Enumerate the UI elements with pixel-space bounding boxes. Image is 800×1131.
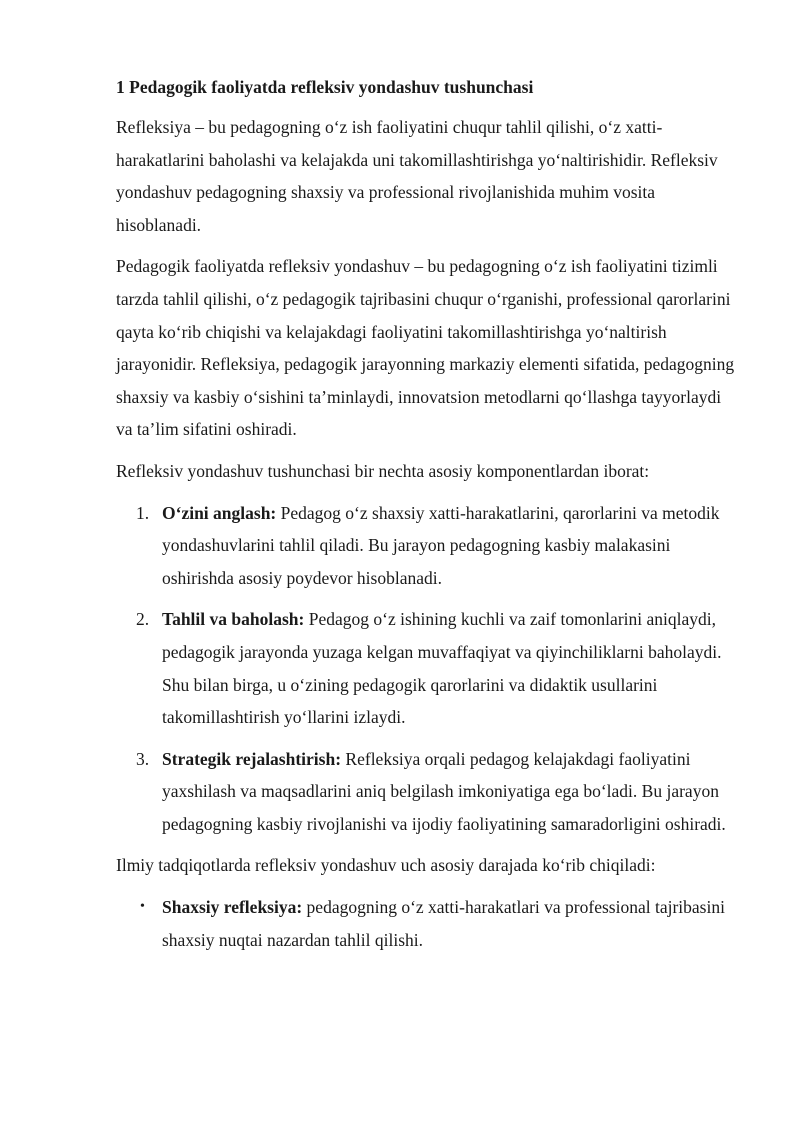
- list-item: [116, 743, 736, 841]
- list-item: [116, 603, 736, 733]
- paragraph-reflexive-approach: Pedagogik faoliyatda refleksiv yondashuv – bu pedagogning o‘z ish faoliyatini tizimli tarzda tahlil qilishi, o‘z pedagogik tajribasini chuqur o‘rganishi, professional qarorlarini qayta ko‘rib chiqishi va kelajakdagi faoliyatini takomillashtirishga yo‘naltirish jarayonidir. Refleksiya, pedagogik jarayonning markaziy elementi sifatida, pedagogning shaxsiy va kasbiy o‘sishini ta’minlaydi, innovatsion metodlarni qo‘llashga tayyorlaydi va ta’lim sifatini oshiradi.: [116, 256, 735, 440]
- paragraph-components-intro: Refleksiv yondashuv tushunchasi bir nechta asosiy komponentlardan iborat:: [116, 460, 650, 481]
- list-item-term: O‘zini anglash:: [162, 502, 277, 523]
- list-item-text: Pedagog o‘z ishining kuchli va zaif tomonlarini aniqlaydi, pedagogik jarayonda yuzaga kelgan muvaffaqiyat va qiyinchiliklarni baholaydi. Shu bilan birga, u o‘zining pedagogik qarorlarini va didaktik usullarini takomillashtirish yo‘llarini izlaydi.: [162, 609, 722, 728]
- list-number: 2.: [136, 609, 150, 630]
- list-item-text: Pedagog o‘z shaxsiy xatti-harakatlarini, qarorlarini va metodik yondashuvlarini tahlil qiladi. Bu jarayon pedagogning kasbiy malakasini oshirishda asosiy poydevor hisoblanadi.: [162, 502, 720, 588]
- paragraph-definition: Refleksiya – bu pedagogning o‘z ish faoliyatini chuqur tahlil qilishi, o‘z xatti-harakatlarini baholashi va kelajakda uni takomillashtirishga yo‘naltirishidir. Refleksiv yondashuv pedagogning shaxsiy va professional rivojlanishida muhim vosita hisoblanadi.: [116, 117, 718, 235]
- list-item-term: Tahlil va baholash:: [162, 609, 305, 630]
- list-number: 1.: [136, 502, 150, 523]
- components-list: [116, 497, 736, 841]
- list-item-text: Refleksiya orqali pedagog kelajakdagi faoliyatini yaxshilash va maqsadlarini aniq belgilash imkoniyatiga ega bo‘ladi. Bu jarayon pedagogning kasbiy rivojlanishi va ijodiy faoliyatining samaradorligini oshiradi.: [162, 748, 726, 834]
- list-item-term: Strategik rejalashtirish:: [162, 748, 342, 769]
- paragraph-levels-intro: Ilmiy tadqiqotlarda refleksiv yondashuv uch asosiy darajada ko‘rib chiqiladi:: [116, 855, 656, 876]
- list-number: 3.: [136, 748, 150, 769]
- section-heading: 1 Pedagogik faoliyatda refleksiv yondashuv tushunchasi: [116, 77, 534, 97]
- list-item-term: Shaxsiy refleksiya:: [162, 897, 303, 918]
- levels-list: [116, 891, 736, 956]
- document-page: [116, 74, 736, 965]
- list-item: [116, 891, 736, 956]
- list-item-text: pedagogning o‘z xatti-harakatlari va professional tajribasini shaxsiy nuqtai nazardan tahlil qilishi.: [162, 897, 725, 950]
- bullet-icon: •: [140, 899, 145, 915]
- list-item: [116, 497, 736, 595]
